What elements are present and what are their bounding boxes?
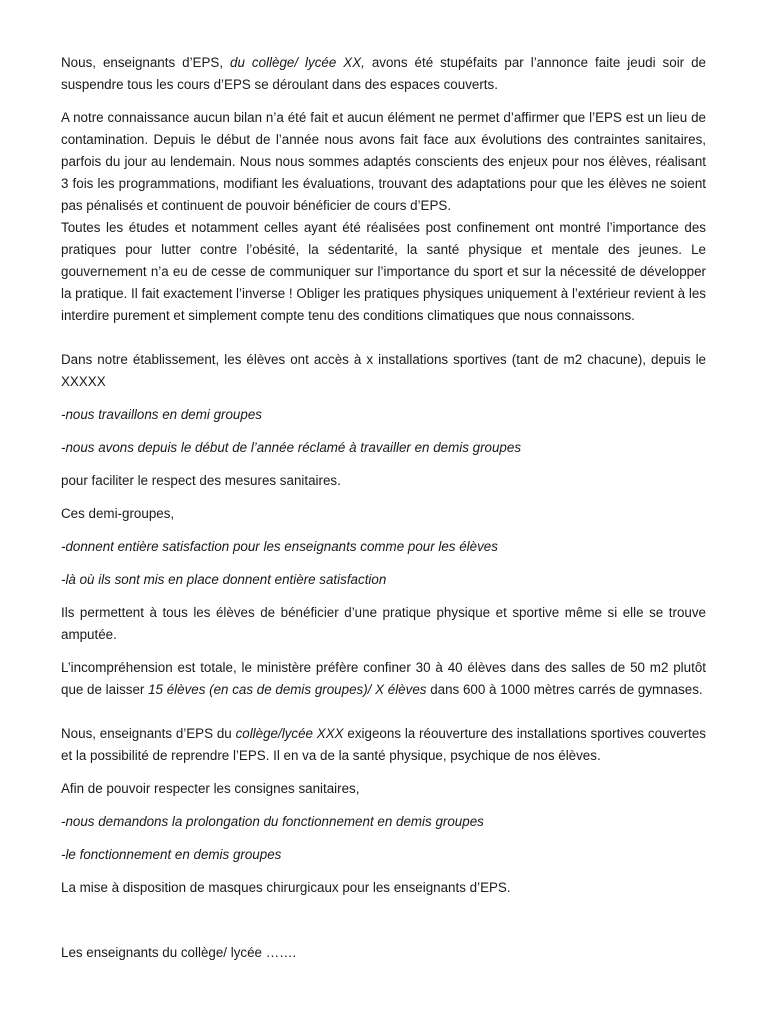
paragraph-benefits: Ils permettent à tous les élèves de bénéficier d’une pratique physique et sportive même si elle se trouve amputée. <box>61 605 706 642</box>
incomprehension-rest: dans 600 à 1000 mètres carrés de gymnases. <box>426 682 703 697</box>
intro-lead: Nous, enseignants d’EPS, <box>61 55 231 70</box>
paragraph-masks: La mise à disposition de masques chirurgicaux pour les enseignants d’EPS. <box>61 880 511 895</box>
paragraph-facilities: Dans notre établissement, les élèves ont accès à x installations sportives (tant de m2 chacune), depuis le XXXXX <box>61 352 706 389</box>
paragraph-purpose: pour faciliter le respect des mesures sanitaires. <box>61 473 341 488</box>
intro-rest: avons été stupéfaits par l’annonce faite jeudi soir de suspendre tous les cours d’EPS se déroulant dans des espaces couverts. <box>61 55 707 92</box>
paragraph-context: A notre connaissance aucun bilan n’a été fait et aucun élément ne permet d’affirmer que l’EPS est un lieu de contamination. Depuis le début de l’année nous avons fait face aux évolutions des contraintes sanitaires, parfois du jour au lendemain. Nous nous sommes adaptés conscients des enjeux pour nos élèves, réalisant 3 fois les programmations, modifiant les évaluations, trouvant des adaptations pour que les élèves ne soient pas pénalisés et continuent de pouvoir bénéficier de cours d’EPS. <box>61 110 706 213</box>
item-satisfaction: -donnent entière satisfaction pour les enseignants comme pour les élèves <box>61 539 498 554</box>
demand-lead: Nous, enseignants d’EPS du <box>61 726 236 741</box>
item-functioning: -le fonctionnement en demis groupes <box>61 847 282 862</box>
paragraph-demand <box>61 723 706 767</box>
item-prolongation: -nous demandons la prolongation du fonctionnement en demis groupes <box>61 814 484 829</box>
paragraph-incomprehension <box>61 657 706 701</box>
paragraph-intro <box>61 52 706 96</box>
incomprehension-lead: L’incompréhension est totale, le ministère préfère confiner 30 à 40 élèves dans des salles de 50 m2 plutôt que de laisser <box>61 660 706 697</box>
demand-rest: exigeons la réouverture des installations sportives couvertes et la possibilité de reprendre l’EPS. Il en va de la santé physique, psychique de nos élèves. <box>61 726 706 763</box>
paragraph-studies: Toutes les études et notamment celles ayant été réalisées post confinement ont montré l’importance des pratiques pour lutter contre l’obésité, la sédentarité, la santé physique et mentale des jeunes. Le gouvernement n’a eu de cesse de communiquer sur l’importance du sport et sur la nécessité de développer la pratique. Il fait exactement l’inverse ! Obliger les pratiques physiques uniquement à l’extérieur revient à les interdire purement et simplement compte tenu des conditions climatiques que nous connaissons. <box>61 220 706 323</box>
item-requested-half-groups: -nous avons depuis le début de l’année réclamé à travailler en demis groupes <box>61 440 522 455</box>
incomprehension-numbers: 15 élèves (en cas de demis groupes)/ X élèves <box>148 682 427 697</box>
paragraph-sanitary: Afin de pouvoir respecter les consignes sanitaires, <box>61 781 360 796</box>
intro-school: du collège/ lycée XX, <box>230 55 365 70</box>
signature: Les enseignants du collège/ lycée ……. <box>61 945 297 960</box>
paragraph-groups-intro: Ces demi-groupes, <box>61 506 175 521</box>
item-half-groups: -nous travaillons en demi groupes <box>61 407 262 422</box>
demand-school: collège/lycée XXX <box>235 726 344 741</box>
item-where-in-place: -là où ils sont mis en place donnent entière satisfaction <box>61 572 387 587</box>
